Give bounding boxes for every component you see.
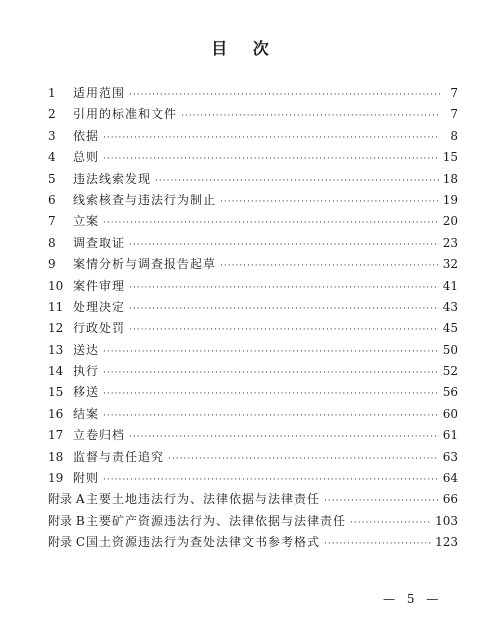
dot-leader bbox=[129, 325, 439, 335]
toc-entry-page: 103 bbox=[435, 513, 458, 528]
toc-entry-number: 8 bbox=[48, 235, 56, 250]
toc-entry-page: 15 bbox=[442, 150, 458, 165]
toc-entry-page: 66 bbox=[442, 492, 458, 507]
toc-entry-number: 2 bbox=[48, 107, 56, 122]
dot-leader bbox=[103, 218, 439, 228]
toc-entry-number: 15 bbox=[48, 385, 64, 400]
dot-leader bbox=[129, 304, 439, 314]
toc-entry[interactable] bbox=[48, 105, 458, 126]
toc-entry-number: 19 bbox=[48, 471, 64, 486]
dot-leader bbox=[129, 240, 439, 250]
toc-entry-number: 11 bbox=[48, 299, 64, 314]
dot-leader bbox=[103, 347, 439, 357]
toc-entry[interactable] bbox=[48, 533, 458, 554]
toc-entry-page: 61 bbox=[442, 428, 458, 443]
dot-leader bbox=[129, 90, 440, 100]
toc-entry-label: 适用范围 bbox=[73, 86, 126, 100]
toc-entry-page: 60 bbox=[442, 406, 458, 421]
toc-entry-page: 8 bbox=[450, 128, 458, 143]
toc-entry-label: 主要矿产资源违法行为、法律依据与法律责任 bbox=[86, 513, 347, 528]
dot-leader bbox=[103, 389, 439, 399]
toc-entry[interactable] bbox=[48, 148, 458, 169]
toc-entry-number: 10 bbox=[48, 278, 64, 293]
toc-entry[interactable] bbox=[48, 212, 458, 233]
toc-entry-number: 16 bbox=[48, 406, 64, 421]
toc-entry-page: 63 bbox=[442, 449, 458, 464]
toc-entry-page: 43 bbox=[442, 299, 458, 314]
toc-entry-number: 12 bbox=[48, 321, 64, 336]
toc-entry[interactable] bbox=[48, 84, 458, 105]
toc-entry-page: 52 bbox=[442, 364, 458, 379]
toc-entry[interactable] bbox=[48, 341, 458, 362]
toc-entry-page: 18 bbox=[442, 171, 458, 186]
toc-entry[interactable] bbox=[48, 469, 458, 490]
toc-entry-page: 56 bbox=[442, 385, 458, 400]
toc-entry-page: 32 bbox=[442, 257, 458, 272]
dot-leader bbox=[103, 133, 440, 143]
toc-entry-number: 18 bbox=[48, 449, 64, 464]
toc-entry-label: 总则 bbox=[73, 150, 100, 165]
dot-leader bbox=[155, 176, 439, 186]
toc-entry-label: 国土资源违法行为查处法律文书参考格式 bbox=[86, 535, 321, 550]
toc-entry-label: 附则 bbox=[73, 471, 100, 486]
toc-entry[interactable] bbox=[48, 234, 458, 255]
dot-leader bbox=[103, 154, 439, 164]
toc-entry-number: 17 bbox=[48, 428, 64, 443]
toc-entry-label: 监督与责任追究 bbox=[73, 449, 165, 464]
toc-entry-page: 7 bbox=[450, 107, 458, 122]
toc-entry-label: 线索核查与违法行为制止 bbox=[73, 192, 217, 207]
dot-leader bbox=[129, 283, 439, 293]
toc-entry-number: 4 bbox=[48, 150, 56, 165]
toc-entry[interactable] bbox=[48, 277, 458, 298]
dot-leader bbox=[168, 454, 439, 464]
toc-entry-page: 41 bbox=[442, 278, 458, 293]
dot-leader bbox=[220, 197, 439, 207]
dot-leader bbox=[103, 411, 439, 421]
toc-entry-label: 移送 bbox=[73, 385, 100, 400]
dot-leader bbox=[129, 432, 439, 442]
toc-entry[interactable] bbox=[48, 512, 458, 533]
dot-leader bbox=[350, 518, 431, 528]
dot-leader bbox=[324, 539, 431, 549]
toc-entry[interactable] bbox=[48, 362, 458, 383]
dot-leader bbox=[103, 368, 439, 378]
toc-entry[interactable] bbox=[48, 426, 458, 447]
toc-entry-label: 立案 bbox=[73, 214, 100, 229]
toc-entry-page: 7 bbox=[450, 86, 458, 100]
toc-entry-label: 行政处罚 bbox=[73, 321, 126, 336]
toc-entry-label: 调查取证 bbox=[73, 235, 126, 250]
toc-entry-page: 45 bbox=[442, 321, 458, 336]
toc-entry-number: 13 bbox=[48, 342, 64, 357]
toc-entry-number: 14 bbox=[48, 364, 64, 379]
toc-entry-number: 5 bbox=[48, 171, 56, 186]
toc-entry[interactable] bbox=[48, 127, 458, 148]
toc-entry[interactable] bbox=[48, 298, 458, 319]
toc-entry[interactable] bbox=[48, 490, 458, 511]
toc-entry-page: 64 bbox=[442, 471, 458, 486]
toc-entry-label: 结案 bbox=[73, 406, 100, 421]
toc-entry-label: 主要土地违法行为、法律依据与法律责任 bbox=[86, 492, 321, 507]
toc-entry-number: 附录 B bbox=[48, 513, 85, 528]
table-of-contents bbox=[48, 84, 458, 555]
toc-entry-label: 处理决定 bbox=[73, 299, 126, 314]
toc-entry-label: 送达 bbox=[73, 342, 100, 357]
toc-entry-page: 23 bbox=[442, 235, 458, 250]
toc-entry-number: 3 bbox=[48, 128, 56, 143]
toc-entry-label: 案件审理 bbox=[73, 278, 126, 293]
toc-entry-label: 依据 bbox=[73, 128, 100, 143]
toc-entry-label: 立卷归档 bbox=[73, 428, 126, 443]
dot-leader bbox=[103, 475, 439, 485]
toc-entry-number: 7 bbox=[48, 214, 56, 229]
toc-entry-label: 违法线索发现 bbox=[73, 171, 152, 186]
toc-entry-label: 案情分析与调查报告起草 bbox=[73, 257, 217, 272]
dot-leader bbox=[220, 261, 439, 271]
toc-entry[interactable] bbox=[48, 405, 458, 426]
toc-entry-page: 20 bbox=[442, 214, 458, 229]
toc-entry-label: 引用的标准和文件 bbox=[73, 107, 178, 122]
toc-entry-number: 9 bbox=[48, 257, 56, 272]
dot-leader bbox=[181, 111, 440, 121]
toc-entry[interactable] bbox=[48, 191, 458, 212]
toc-entry-page: 50 bbox=[442, 342, 458, 357]
toc-entry-page: 19 bbox=[442, 192, 458, 207]
toc-entry[interactable] bbox=[48, 319, 458, 340]
toc-entry[interactable] bbox=[48, 170, 458, 191]
toc-entry[interactable] bbox=[48, 255, 458, 276]
toc-entry-page: 123 bbox=[435, 535, 458, 550]
toc-entry-number: 附录 A bbox=[48, 492, 85, 507]
toc-title: 目 次 bbox=[211, 39, 279, 58]
toc-entry[interactable] bbox=[48, 448, 458, 469]
toc-entry-number: 附录 C bbox=[48, 535, 85, 550]
toc-entry-number: 6 bbox=[48, 192, 56, 207]
toc-entry-label: 执行 bbox=[73, 364, 100, 379]
toc-entry[interactable] bbox=[48, 383, 458, 404]
toc-entry-number: 1 bbox=[48, 86, 56, 100]
dot-leader bbox=[324, 496, 439, 506]
page-number-footer: — 5 — bbox=[383, 592, 443, 606]
